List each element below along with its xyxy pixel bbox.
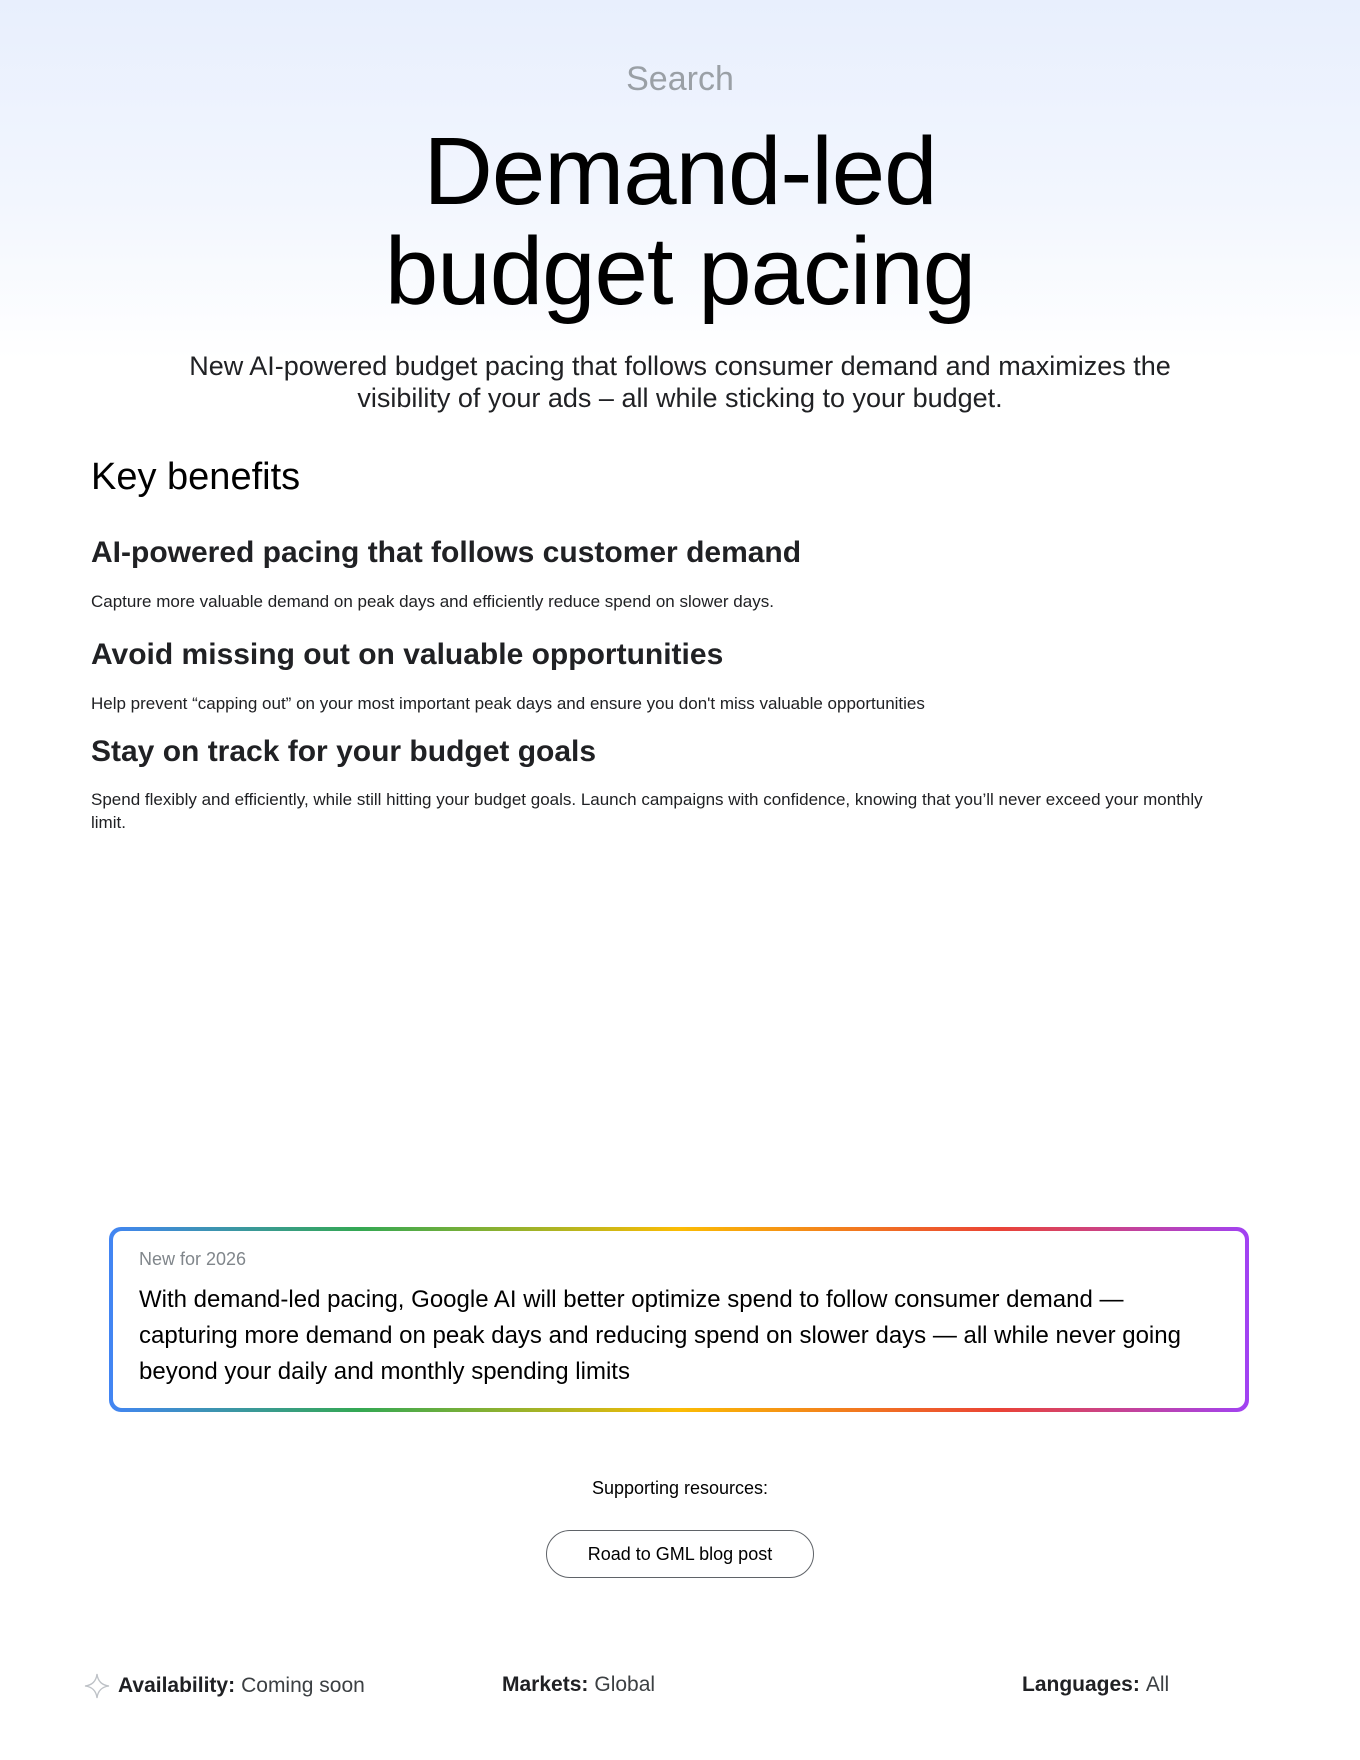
benefit-description: Help prevent “capping out” on your most important peak days and ensure you don't miss valuable opportunities (91, 694, 925, 713)
benefit-title: Avoid missing out on valuable opportunities (91, 638, 724, 671)
new-for-2026-callout (109, 1227, 1249, 1412)
markets-info (502, 1673, 655, 1697)
page-subtitle: New AI-powered budget pacing that follows consumer demand and maximizes the visibility of your ads – all while sticking to your budget. (189, 351, 1171, 413)
callout-text: With demand-led pacing, Google AI will better optimize spend to follow consumer demand — capturing more demand on peak days and reducing spend on slower days — all while never going beyond your daily and monthly spending limits (139, 1286, 1181, 1385)
availability-info (84, 1673, 365, 1699)
sparkle-icon (84, 1673, 110, 1699)
languages-value: All (1145, 1673, 1170, 1696)
road-to-gml-blog-post-button[interactable]: Road to GML blog post (546, 1530, 814, 1578)
availability-label: Availability: (118, 1674, 236, 1697)
benefit-title: AI-powered pacing that follows customer demand (91, 536, 802, 569)
availability-value: Coming soon (241, 1674, 365, 1697)
benefit-description: Capture more valuable demand on peak days and efficiently reduce spend on slower days. (91, 592, 774, 611)
languages-info (1022, 1673, 1169, 1697)
page-eyebrow: Search (626, 60, 734, 98)
supporting-resources-label: Supporting resources: (591, 1478, 769, 1498)
page-title-line-2: budget pacing (384, 218, 976, 325)
key-benefits-heading: Key benefits (91, 456, 301, 498)
page-title (0, 118, 1360, 325)
languages-label: Languages: (1022, 1673, 1140, 1696)
page-title-line-1: Demand-led (423, 118, 937, 225)
callout-body (113, 1231, 1245, 1408)
benefit-description: Spend flexibly and efficiently, while still hitting your budget goals. Launch campaigns with confidence, knowing that you’ll never exceed your monthly limit. (91, 790, 1203, 832)
markets-value: Global (594, 1673, 656, 1696)
markets-label: Markets: (502, 1673, 589, 1696)
benefit-title: Stay on track for your budget goals (91, 735, 597, 768)
callout-tag: New for 2026 (139, 1249, 247, 1269)
